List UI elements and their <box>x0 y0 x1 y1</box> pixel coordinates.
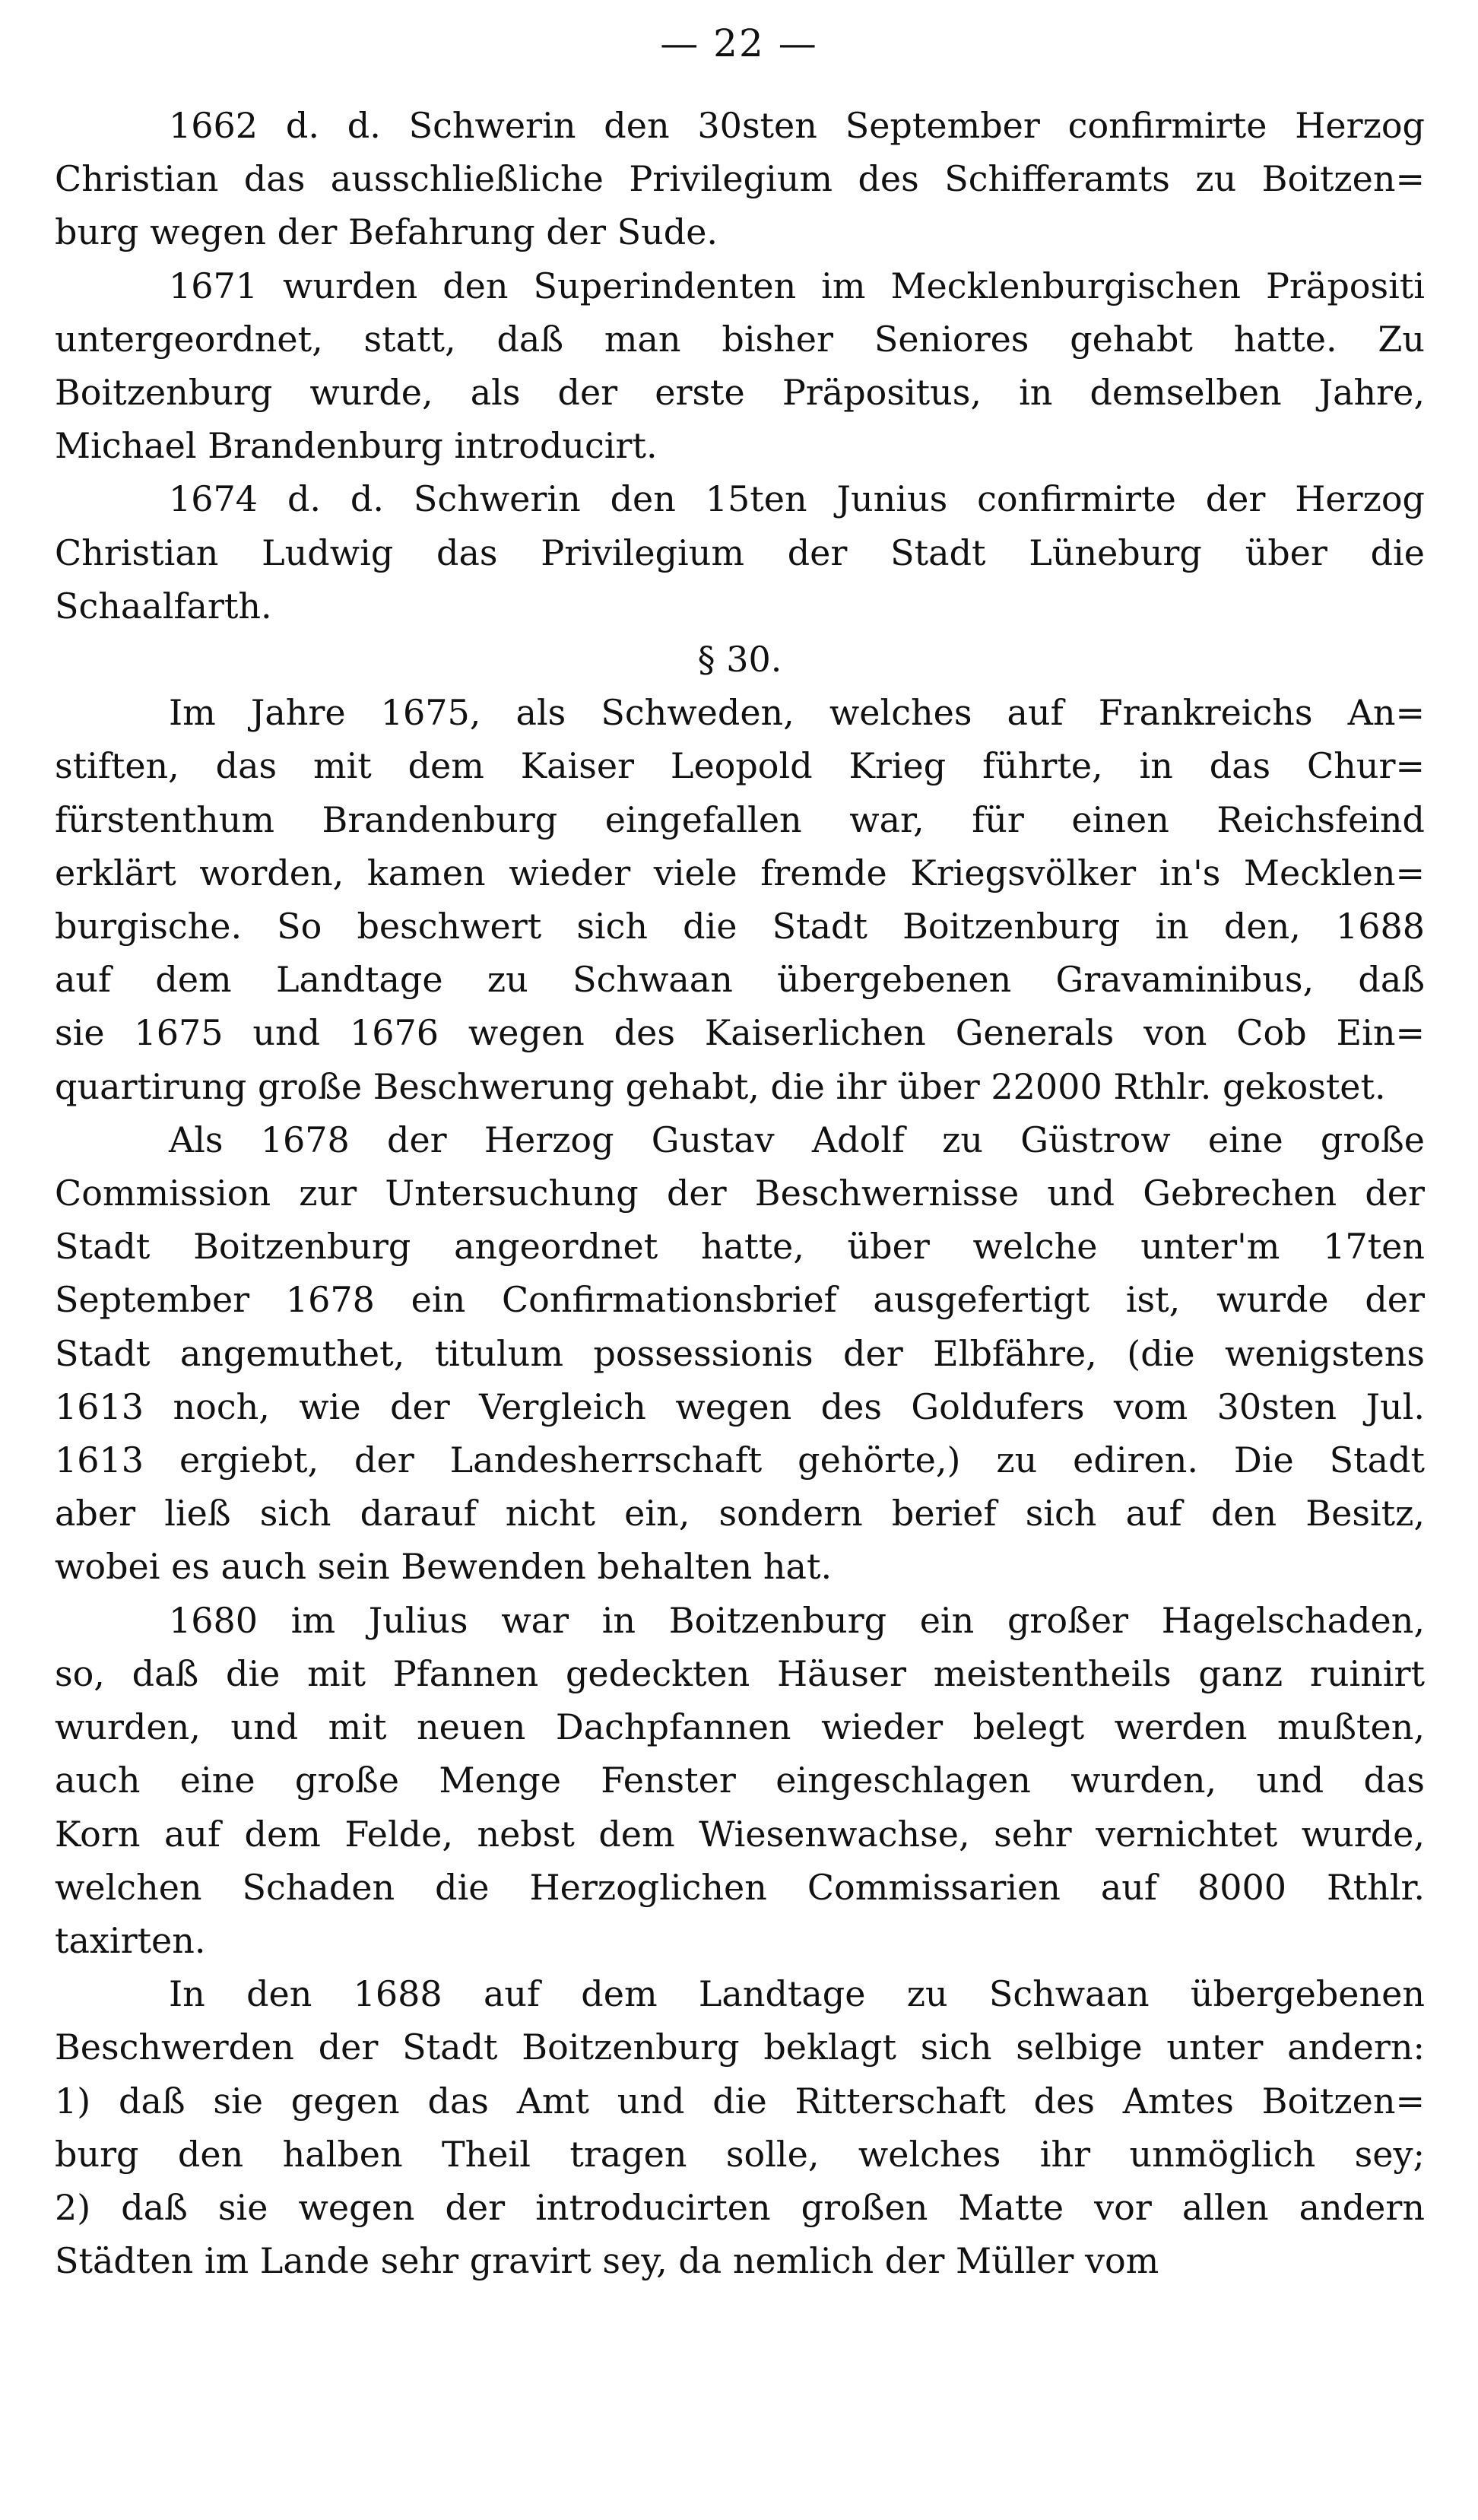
text-line: Im Jahre 1675, als Schweden, welches auf Frankreichs An= <box>169 692 1425 734</box>
text-line: taxirten. <box>55 1919 206 1961</box>
paragraph <box>55 472 1425 633</box>
body-text <box>55 99 1425 2287</box>
text-line: Städten im Lande sehr gravirt sey, da nemlich der Müller vom <box>55 2240 1159 2282</box>
text-line: sie 1675 und 1676 wegen des Kaiserlichen Generals von Cob Ein= <box>55 1012 1425 1054</box>
text-line: burg den halben Theil tragen solle, welches ihr unmöglich sey; <box>55 2133 1425 2175</box>
text-line: burg wegen der Befahrung der Sude. <box>55 211 718 253</box>
text-line: Schaalfarth. <box>55 585 272 627</box>
text-line: fürstenthum Brandenburg eingefallen war, für einen Reichsfeind <box>55 798 1425 840</box>
paragraphs-after <box>55 686 1425 2287</box>
text-line: auf dem Landtage zu Schwaan übergebenen Gravaminibus, daß <box>55 959 1425 1001</box>
text-line: 1680 im Julius war in Boitzenburg ein großer Hagelschaden, <box>169 1599 1425 1641</box>
page-number: — 22 — <box>660 21 818 65</box>
text-line: Korn auf dem Felde, nebst dem Wiesenwachse, sehr vernichtet wurde, <box>55 1813 1425 1855</box>
text-line: Christian Ludwig das Privilegium der Stadt Lüneburg über die <box>55 532 1425 573</box>
text-line: 1674 d. d. Schwerin den 15ten Junius confirmirte der Herzog <box>169 478 1425 520</box>
paragraph <box>55 1594 1425 1967</box>
paragraph <box>55 99 1425 259</box>
text-line: stiften, das mit dem Kaiser Leopold Krieg führte, in das Chur= <box>55 745 1425 787</box>
paragraph <box>55 1967 1425 2287</box>
text-line: 1613 ergiebt, der Landesherrschaft gehörte,) zu ediren. Die Stadt <box>55 1439 1425 1481</box>
paragraph <box>55 686 1425 1113</box>
paragraphs-before <box>55 99 1425 633</box>
text-line: 1) daß sie gegen das Amt und die Ritterschaft des Amtes Boitzen= <box>55 2080 1425 2122</box>
text-line: untergeordnet, statt, daß man bisher Seniores gehabt hatte. Zu <box>55 318 1425 360</box>
text-line: In den 1688 auf dem Landtage zu Schwaan übergebenen <box>169 1973 1425 2015</box>
text-line: 1613 noch, wie der Vergleich wegen des Goldufers vom 30sten Jul. <box>55 1385 1425 1427</box>
text-line: so, daß die mit Pfannen gedeckten Häuser meistentheils ganz ruinirt <box>55 1652 1425 1694</box>
text-line: 1671 wurden den Superindenten im Mecklenburgischen Präpositi <box>169 265 1425 306</box>
text-line: Stadt Boitzenburg angeordnet hatte, über welche unter'm 17ten <box>55 1226 1425 1268</box>
section-heading: § 30. <box>697 639 782 681</box>
text-line: quartirung große Beschwerung gehabt, die ihr über 22000 Rthlr. gekostet. <box>55 1065 1386 1107</box>
text-line: wobei es auch sein Bewenden behalten hat. <box>55 1546 833 1588</box>
paragraph <box>55 259 1425 473</box>
text-line: Michael Brandenburg introducirt. <box>55 425 658 467</box>
text-line: erklärt worden, kamen wieder viele fremde Kriegsvölker in's Mecklen= <box>55 852 1425 893</box>
text-line: welchen Schaden die Herzoglichen Commissarien auf 8000 Rthlr. <box>55 1866 1425 1908</box>
text-line: Christian das ausschließliche Privilegium des Schifferamts zu Boitzen= <box>55 158 1425 200</box>
text-line: 2) daß sie wegen der introducirten großen Matte vor allen andern <box>55 2186 1425 2228</box>
text-line: September 1678 ein Confirmationsbrief ausgefertigt ist, wurde der <box>55 1279 1425 1321</box>
text-line: Commission zur Untersuchung der Beschwernisse und Gebrechen der <box>55 1173 1425 1214</box>
paragraph <box>55 1113 1425 1594</box>
text-line: Boitzenburg wurde, als der erste Präpositus, in demselben Jahre, <box>55 372 1425 414</box>
text-line: wurden, und mit neuen Dachpfannen wieder belegt werden mußten, <box>55 1706 1425 1748</box>
text-line: 1662 d. d. Schwerin den 30sten September confirmirte Herzog <box>169 105 1425 146</box>
text-line: Beschwerden der Stadt Boitzenburg beklagt sich selbige unter andern: <box>55 2026 1425 2068</box>
text-line: Stadt angemuthet, titulum possessionis der Elbfähre, (die wenigstens <box>55 1332 1425 1374</box>
text-line: Als 1678 der Herzog Gustav Adolf zu Güstrow eine große <box>169 1119 1425 1160</box>
text-line: burgische. So beschwert sich die Stadt Boitzenburg in den, 1688 <box>55 906 1425 947</box>
text-line: auch eine große Menge Fenster eingeschlagen wurden, und das <box>55 1760 1425 1801</box>
text-line: aber ließ sich darauf nicht ein, sondern berief sich auf den Besitz, <box>55 1493 1425 1535</box>
